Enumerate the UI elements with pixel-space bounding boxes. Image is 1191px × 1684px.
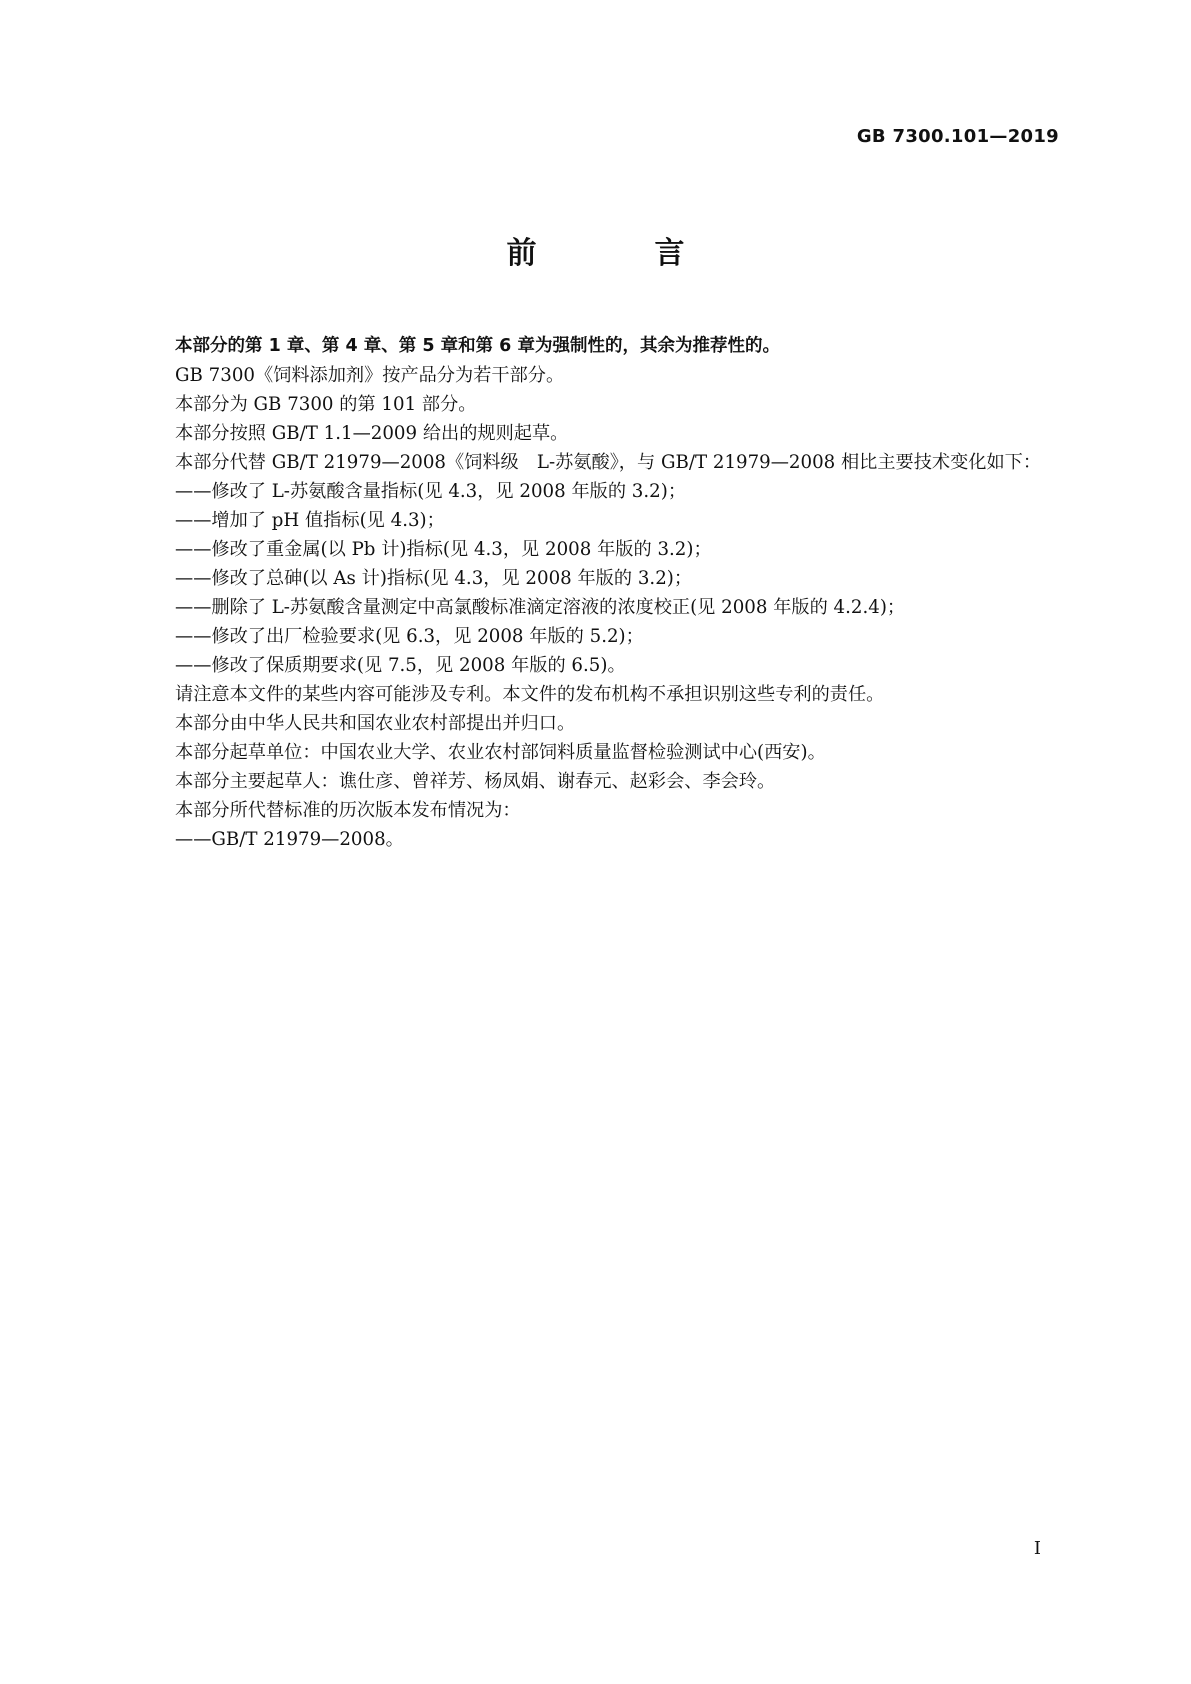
change-list-item: ——修改了重金属(以 Pb 计)指标(见 4.3，见 2008 年版的 3.2)； (175, 539, 712, 560)
history-list-item: ——GB/T 21979—2008。 (175, 829, 404, 850)
paragraph: 请注意本文件的某些内容可能涉及专利。本文件的发布机构不承担识别这些专利的责任。 (175, 684, 885, 705)
paragraph: 本部分为 GB 7300 的第 101 部分。 (175, 394, 477, 415)
paragraph: 本部分起草单位：中国农业大学、农业农村部饲料质量监督检验测试中心(西安)。 (175, 742, 826, 763)
change-list-item: ——修改了保质期要求(见 7.5，见 2008 年版的 6.5)。 (175, 655, 626, 676)
change-list-item: ——修改了 L-苏氨酸含量指标(见 4.3，见 2008 年版的 3.2)； (175, 481, 687, 502)
change-list-item: ——修改了出厂检验要求(见 6.3，见 2008 年版的 5.2)； (175, 626, 644, 647)
paragraph: 本部分主要起草人：谯仕彦、曾祥芳、杨凤娟、谢春元、赵彩会、李会玲。 (175, 771, 776, 792)
change-list-item: ——增加了 pH 值指标(见 4.3)； (175, 510, 445, 531)
change-list-item: ——修改了总砷(以 As 计)指标(见 4.3，见 2008 年版的 3.2)； (175, 568, 693, 589)
paragraph: 本部分由中华人民共和国农业农村部提出并归口。 (175, 713, 576, 734)
change-list-item: ——删除了 L-苏氨酸含量测定中高氯酸标准滴定溶液的浓度校正(见 2008 年版的 4.2.4)； (175, 597, 906, 618)
page-number: I (1033, 1538, 1041, 1559)
paragraph: 本部分代替 GB/T 21979—2008《饲料级 L-苏氨酸》，与 GB/T 21979—2008 相比主要技术变化如下： (175, 452, 1042, 473)
paragraph: 本部分所代替标准的历次版本发布情况为： (175, 800, 521, 821)
standard-number: GB 7300.101—2019 (856, 126, 1059, 147)
paragraph: GB 7300《饲料添加剂》按产品分为若干部分。 (175, 365, 565, 386)
paragraph: 本部分按照 GB/T 1.1—2009 给出的规则起草。 (175, 423, 569, 444)
mandatory-clause-statement: 本部分的第 1 章、第 4 章、第 5 章和第 6 章为强制性的，其余为推荐性的。 (175, 336, 780, 356)
page-title: 前 言 (506, 236, 729, 271)
foreword-body (138, 332, 1062, 854)
